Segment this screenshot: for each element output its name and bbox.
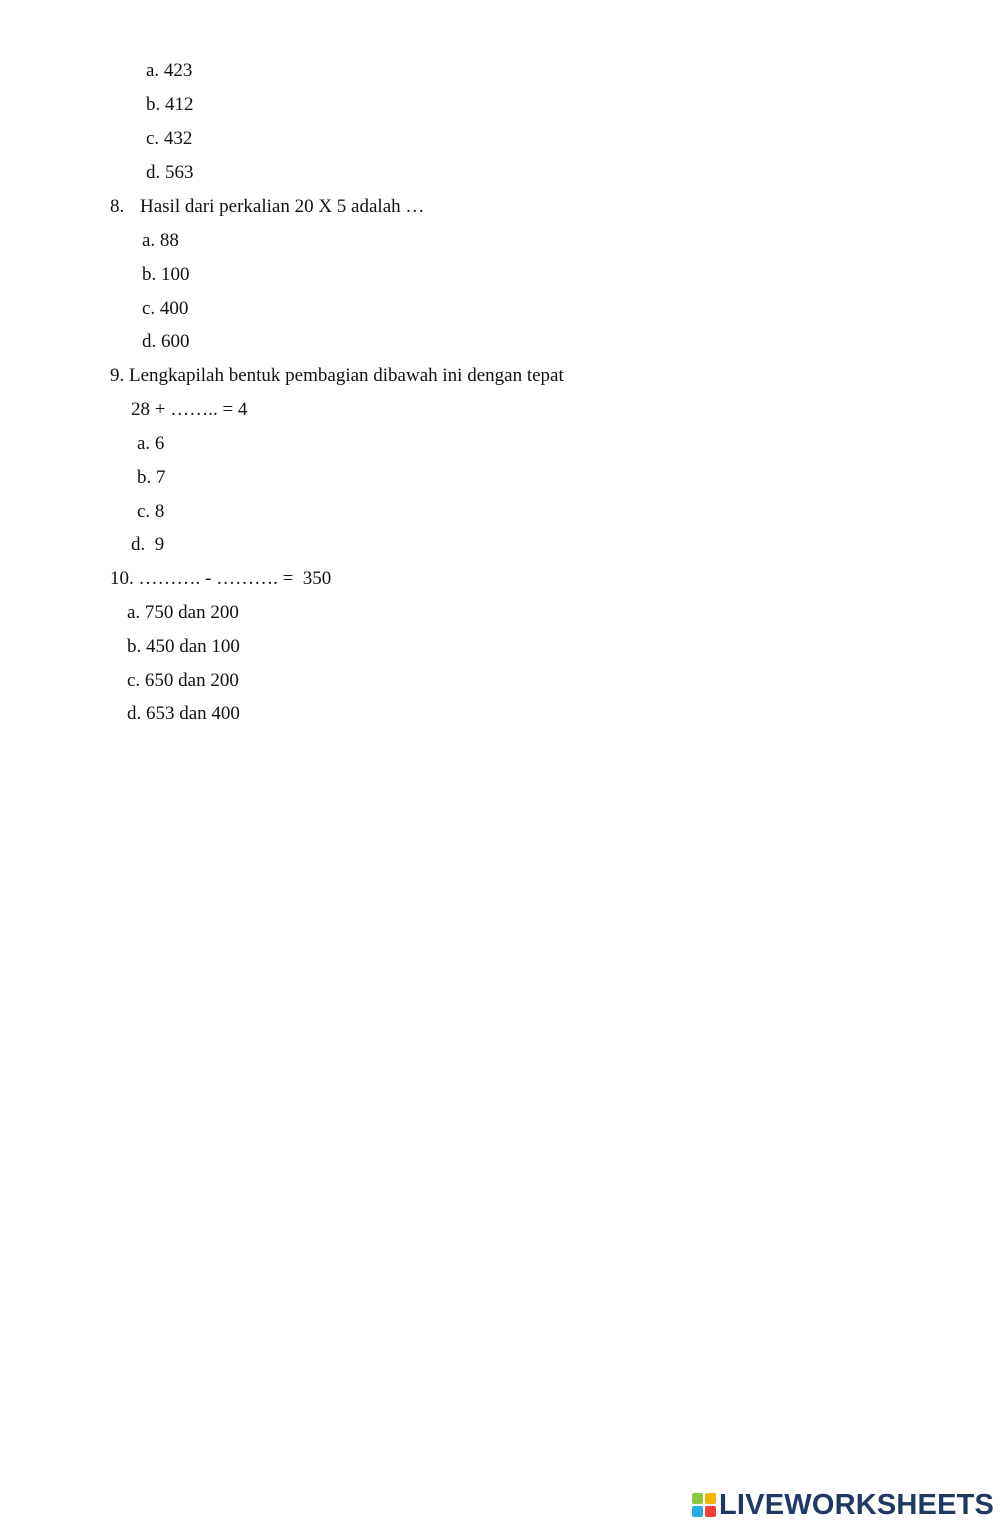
q7-option-d: d. 563 xyxy=(146,162,194,183)
logo-text: LIVEWORKSHEETS xyxy=(719,1489,995,1521)
q8-option-b: b. 100 xyxy=(142,264,190,285)
q9-equation: 28 + …….. = 4 xyxy=(131,399,248,420)
q7-option-b: b. 412 xyxy=(146,94,194,115)
q8-option-c: c. 400 xyxy=(142,298,189,319)
q7-option-a: a. 423 xyxy=(146,60,193,81)
liveworksheets-logo xyxy=(692,1489,994,1521)
logo-square-4 xyxy=(705,1506,716,1517)
q10-question: 10. ………. - ………. = 350 xyxy=(110,568,332,589)
logo-square-1 xyxy=(692,1493,703,1504)
q8-number: 8. xyxy=(110,196,125,217)
q9-option-d: d. 9 xyxy=(131,534,165,555)
q7-option-c: c. 432 xyxy=(146,128,193,149)
q9-option-a: a. 6 xyxy=(137,433,165,454)
q9-option-c: c. 8 xyxy=(137,501,165,522)
logo-squares-icon xyxy=(692,1493,716,1517)
q10-option-b: b. 450 dan 100 xyxy=(127,636,240,657)
q9-option-b: b. 7 xyxy=(137,467,166,488)
q8-option-a: a. 88 xyxy=(142,230,179,251)
q10-option-c: c. 650 dan 200 xyxy=(127,670,239,691)
q8-question: Hasil dari perkalian 20 X 5 adalah … xyxy=(140,196,425,217)
q10-option-a: a. 750 dan 200 xyxy=(127,602,239,623)
q9-question: 9. Lengkapilah bentuk pembagian dibawah ini dengan tepat xyxy=(110,365,564,386)
logo-square-3 xyxy=(692,1506,703,1517)
q8-option-d: d. 600 xyxy=(142,331,190,352)
q10-option-d: d. 653 dan 400 xyxy=(127,703,240,724)
logo-square-2 xyxy=(705,1493,716,1504)
